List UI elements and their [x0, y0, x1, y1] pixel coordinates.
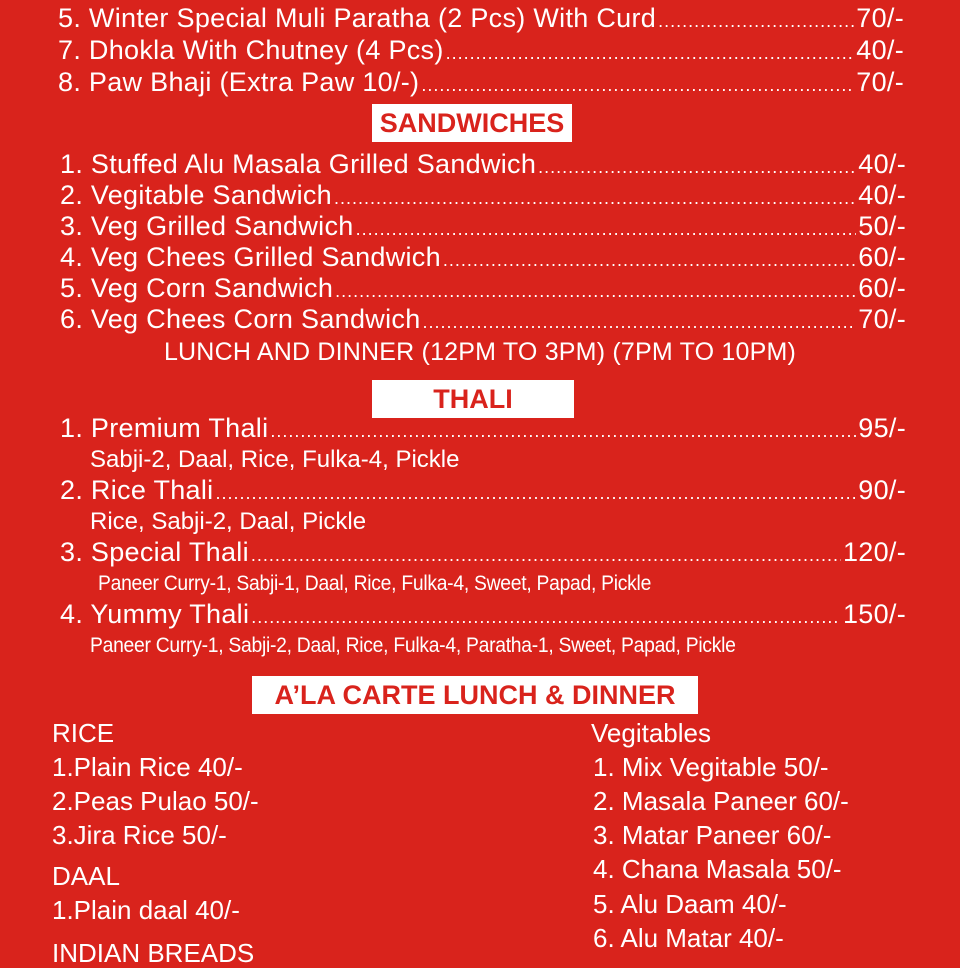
menu-item	[60, 180, 906, 214]
dot-leader	[538, 152, 856, 183]
dot-leader	[270, 416, 856, 447]
daal-heading: DAAL	[52, 861, 120, 891]
item-name: 4. Yummy Thali	[60, 599, 250, 629]
item-name: 1. Stuffed Alu Masala Grilled Sandwich	[60, 149, 537, 179]
menu-item	[60, 413, 906, 447]
vegitable-item: 5. Alu Daam 40/-	[593, 889, 787, 919]
menu-item	[60, 211, 906, 245]
dot-leader	[251, 540, 841, 571]
item-name: 5. Winter Special Muli Paratha (2 Pcs) With Curd	[58, 3, 657, 33]
item-price: 60/-	[858, 242, 906, 272]
menu-item	[60, 273, 906, 307]
daal-item: 1.Plain daal 40/-	[52, 895, 240, 925]
menu-item	[60, 599, 906, 633]
menu-item	[60, 304, 906, 338]
item-price: 40/-	[858, 149, 906, 179]
item-details: Paneer Curry-1, Sabji-2, Daal, Rice, Fulka-4, Paratha-1, Sweet, Papad, Pickle	[90, 634, 736, 657]
dot-leader	[215, 478, 856, 509]
breads-heading: INDIAN BREADS	[52, 938, 255, 968]
dot-leader	[356, 214, 857, 245]
item-price: 70/-	[856, 67, 904, 97]
section-header-ala-carte: A’LA CARTE LUNCH & DINNER	[252, 676, 698, 714]
item-name: 2. Rice Thali	[60, 475, 214, 505]
item-name: 6. Veg Chees Corn Sandwich	[60, 304, 421, 334]
item-details: Paneer Curry-1, Sabji-1, Daal, Rice, Fulka-4, Sweet, Papad, Pickle	[98, 572, 652, 595]
menu-item	[60, 149, 906, 183]
item-name: 5. Veg Corn Sandwich	[60, 273, 334, 303]
item-details: Sabji-2, Daal, Rice, Fulka-4, Pickle	[90, 446, 460, 473]
menu-item	[58, 67, 904, 101]
vegitable-item: 6. Alu Matar 40/-	[593, 923, 784, 953]
dot-leader	[421, 70, 854, 101]
item-details: Rice, Sabji-2, Daal, Pickle	[90, 508, 367, 535]
item-price: 40/-	[856, 35, 904, 65]
item-name: 8. Paw Bhaji (Extra Paw 10/-)	[58, 67, 420, 97]
vegitable-item: 3. Matar Paneer 60/-	[593, 820, 832, 850]
menu-item	[58, 3, 904, 37]
item-price: 95/-	[858, 413, 906, 443]
rice-item: 2.Peas Pulao 50/-	[52, 786, 259, 816]
item-name: 4. Veg Chees Grilled Sandwich	[60, 242, 441, 272]
item-name: 3. Special Thali	[60, 537, 249, 567]
menu-item	[60, 537, 906, 571]
rice-heading: RICE	[52, 718, 115, 748]
dot-leader	[251, 602, 841, 633]
item-price: 50/-	[858, 211, 906, 241]
dot-leader	[446, 38, 855, 69]
vegitable-item: 4. Chana Masala 50/-	[593, 854, 842, 884]
rice-item: 3.Jira Rice 50/-	[52, 820, 227, 850]
menu-item	[60, 242, 906, 276]
item-price: 60/-	[858, 273, 906, 303]
item-name: 2. Vegitable Sandwich	[60, 180, 332, 210]
dot-leader	[443, 245, 856, 276]
item-price: 70/-	[856, 3, 904, 33]
dot-leader	[658, 6, 854, 37]
rice-item: 1.Plain Rice 40/-	[52, 752, 243, 782]
menu-item	[58, 35, 904, 69]
vegitable-item: 2. Masala Paneer 60/-	[593, 786, 849, 816]
vegitable-item: 1. Mix Vegitable 50/-	[593, 752, 829, 782]
item-name: 7. Dhokla With Chutney (4 Pcs)	[58, 35, 444, 65]
item-price: 150/-	[842, 599, 906, 629]
item-price: 40/-	[858, 180, 906, 210]
dot-leader	[334, 183, 856, 214]
menu-item	[60, 475, 906, 509]
item-price: 70/-	[858, 304, 906, 334]
dot-leader	[423, 307, 857, 338]
dot-leader	[335, 276, 856, 307]
item-name: 1. Premium Thali	[60, 413, 269, 443]
timing-note: LUNCH AND DINNER (12PM TO 3PM) (7PM TO 10PM)	[163, 338, 797, 366]
section-header-sandwiches: SANDWICHES	[372, 104, 572, 142]
vegitables-heading: Vegitables	[591, 718, 711, 748]
section-header-thali: THALI	[372, 380, 574, 418]
item-price: 90/-	[858, 475, 906, 505]
item-name: 3. Veg Grilled Sandwich	[60, 211, 354, 241]
item-price: 120/-	[842, 537, 906, 567]
